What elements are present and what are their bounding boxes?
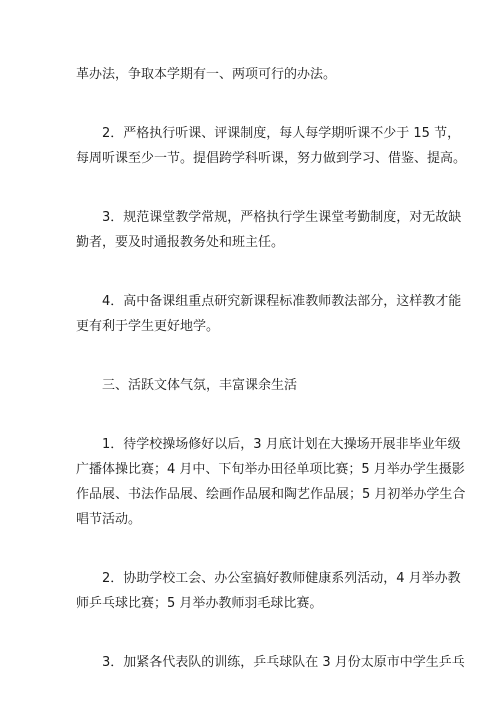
paragraph-classroom-routine — [76, 205, 462, 255]
text-line: 作品展、书法作品展、绘画作品展和陶艺作品展；5 月初举办学生合 — [76, 487, 466, 502]
heading-line: 三、活跃文体气氛，丰富课余生活 — [102, 378, 298, 393]
text-line: 2．严格执行听课、评课制度，每人每学期听课不少于 15 节， — [102, 126, 461, 141]
text-line: 3．加紧各代表队的训练，乒乓球队在 3 月份太原市中学生乒乓 — [102, 655, 465, 670]
text-line: 广播体操比赛；4 月中、下旬举办田径单项比赛；5 月举办学生摄影 — [76, 462, 465, 477]
section-heading — [76, 373, 426, 398]
text-line: 每周听课至少一节。提倡跨学科听课，努力做到学习、借鉴、提高。 — [76, 151, 467, 166]
paragraph-listen-evaluate — [76, 121, 467, 171]
paragraph-teacher-health — [76, 566, 461, 616]
text-line: 3．规范课堂教学常规，严格执行学生课堂考勤制度，对无故缺 — [102, 210, 462, 225]
text-line: 1．待学校操场修好以后，3 月底计划在大操场开展非毕业年级 — [102, 437, 461, 452]
document-body — [76, 62, 467, 709]
text-line: 2．协助学校工会、办公室搞好教师健康系列活动，4 月举办教 — [102, 571, 461, 586]
paragraph-sports-events — [76, 432, 466, 532]
text-line: 4．高中备课组重点研究新课程标准教师教法部分，这样教才能 — [102, 294, 462, 309]
text-line: 勤者，要及时通报教务处和班主任。 — [76, 235, 285, 250]
text-line: 唱节活动。 — [76, 512, 142, 527]
text-line: 师乒乓球比赛；5 月举办教师羽毛球比赛。 — [76, 596, 323, 611]
paragraph-lesson-prep — [76, 289, 462, 339]
text-line: 更有利于学生更好地学。 — [76, 319, 220, 334]
paragraph-continued — [76, 62, 426, 87]
text-line: 革办法，争取本学期有一、两项可行的办法。 — [76, 67, 337, 82]
paragraph-team-training — [76, 650, 465, 675]
